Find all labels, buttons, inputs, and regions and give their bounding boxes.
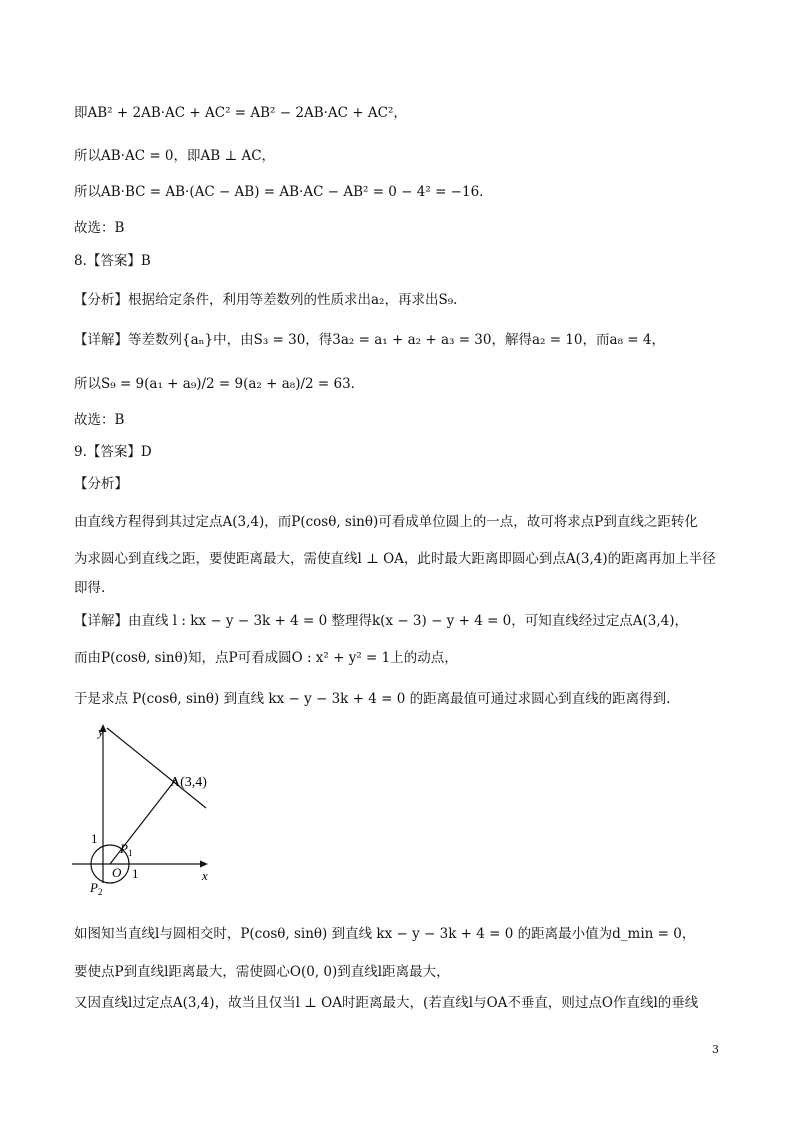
point-a-label: A(3,4) [170,775,207,790]
line-l [107,728,206,808]
text-line-12 [74,512,698,532]
line-text: 故选：B [74,220,125,236]
origin-label: O [112,865,122,880]
line-text: 又因直线l过定点A(3,4)，故当且仅当l ⊥ OA时距离最大，(若直线l与OA不垂直，则过点O作直线l的垂线 [74,995,699,1011]
text-line-11 [74,474,128,494]
text-line-16 [74,648,458,668]
geometry-figure [60,718,220,898]
text-line-14 [74,578,105,598]
x-axis-arrow [200,861,208,868]
line-text: 如图知当直线l与圆相交时，P(cosθ, sinθ) 到直线 kx − y − 3k + 4 = 0 的距离最小值为d_min = 0， [74,926,696,942]
text-line-9 [74,410,124,430]
line-text: 8.【答案】B [74,253,151,269]
text-line-10 [74,442,152,462]
line-text: 9.【答案】D [74,444,152,460]
text-line-1 [74,103,407,123]
line-text: 由直线方程得到其过定点A(3,4)，而P(cosθ, sinθ)可看成单位圆上的一点，故可将求点P到直线之距转化 [74,514,698,530]
text-line-4 [74,218,124,238]
line-text: 所以AB·AC = 0，即AB ⊥ AC， [74,148,276,164]
text-line-18 [74,924,695,944]
text-line-7 [74,330,665,350]
page-number: 3 [712,1043,719,1056]
x-one-label: 1 [132,866,139,881]
line-text: 【分析】 [74,476,128,492]
text-line-20 [74,993,698,1013]
text-line-6 [74,290,457,310]
y-one-label: 1 [91,831,98,846]
text-line-13 [74,549,716,569]
text-line-2 [74,146,275,166]
line-text: 【分析】根据给定条件，利用等差数列的性质求出a₂，再求出S₉. [74,292,458,308]
p2-label: $P_2$ [90,880,103,897]
line-text: 所以AB·BC = AB·(AC − AB) = AB·AC − AB² = 0 − 4² = −16. [74,184,484,200]
line-text: 即得. [74,580,106,596]
line-text: 为求圆心到直线之距，要使距离最大，需使直线l ⊥ OA，此时最大距离即圆心到点A(3,4)的距离再加上半径 [74,551,716,567]
line-text: 即AB² + 2AB·AC + AC² = AB² − 2AB·AC + AC²， [74,105,407,121]
text-line-17 [74,689,670,709]
line-text: 而由P(cosθ, sinθ)知，点P可看成圆O : x² + y² = 1上的动点， [74,650,458,666]
line-text: 故选：B [74,412,125,428]
y-label: y [98,724,104,739]
p1-label: $P_1$ [120,841,133,858]
line-text: 于是求点 P(cosθ, sinθ) 到直线 kx − y − 3k + 4 = 0 的距离最值可通过求圆心到直线的距离得到. [74,691,671,707]
text-line-15 [74,611,688,631]
x-label: x [202,868,208,883]
line-text: 要使点P到直线l距离最大，需使圆心O(0, 0)到直线l距离最大， [74,964,450,980]
line-text: 【详解】等差数列{aₙ}中，由S₃ = 30，得3a₂ = a₁ + a₂ + a₃ = 30，解得a₂ = 10，而a₈ = 4， [74,332,665,348]
line-text: 【详解】由直线 l : kx − y − 3k + 4 = 0 整理得k(x − 3) − y + 4 = 0，可知直线经过定点A(3,4)， [74,613,689,629]
text-line-3 [74,182,483,202]
text-line-8 [74,374,355,394]
text-line-5 [74,251,151,271]
line-text: 所以S₉ = 9(a₁ + a₉)/2 = 9(a₂ + a₈)/2 = 63. [74,376,355,392]
text-line-19 [74,962,450,982]
